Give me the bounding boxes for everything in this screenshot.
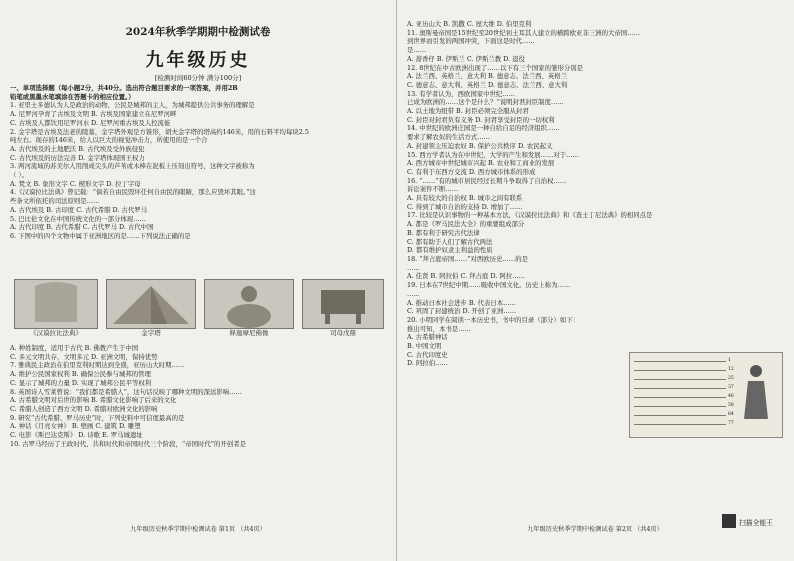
question-line: A. 具有较大的自治权 B. 城市之间有联系 xyxy=(407,194,523,203)
question-line: C. 有利于东西方交流 D. 西方城市体系的形成 xyxy=(407,167,536,176)
questions-block-top xyxy=(10,84,386,241)
subject-title: 九年级历史 xyxy=(145,50,251,71)
question-line: 10. 古罗马经历了王政时代、共和时代和帝国时代三个阶段，“帝国时代”的开创者是 xyxy=(10,439,247,448)
question-line: 11. 奥斯曼帝国是15世纪至20世纪初土耳其人建立的横跨欧亚非三洲的大帝国…… xyxy=(407,28,640,37)
question-line: A. 古希腊文明对后世的影响 B. 希腊文化影响了后来的文化 xyxy=(10,396,177,405)
question-line: 18. “拜占庭帝国……”对西欧历史……的是 xyxy=(407,254,528,263)
question-line: 诉讼案件不断…… xyxy=(407,185,459,194)
question-line: C. 古代印度史 xyxy=(407,350,448,359)
qr-icon xyxy=(722,514,736,528)
exam-title: 2024年秋季学期期中检测试卷 xyxy=(125,26,271,38)
question-line: 9. 研究“古代希腊、罗马历史”时，下列史料中可信度最高的是 xyxy=(10,413,185,422)
caption-1: 《汉谟拉比法典》 xyxy=(30,329,82,337)
right-page xyxy=(401,0,789,561)
question-line: 吨左右。现存的146米，给人以巨大的视觉冲击力，所使用的是一个合 xyxy=(10,136,208,145)
question-line: D. 都有维护奴隶主利益的性质 xyxy=(407,246,493,255)
question-line: C. 希腊人创造了西方文明 D. 希腊对欧洲文化的影响 xyxy=(10,404,158,413)
question-line: 已成为欧洲的……这个是什么？“说明封君封臣制度…… xyxy=(407,98,564,107)
question-line: …… xyxy=(407,263,420,272)
question-line: 6. 下图中的四个文物中属于亚洲地区的是……下列说法正确的是 xyxy=(10,231,191,240)
buddha-image xyxy=(204,279,294,337)
question-line: 14. 中世纪的欧洲庄园是一种自给自足的经济组织…… xyxy=(407,124,560,133)
question-line: 19. 日本在7世纪中期……吸收中国文化。历史上称为…… xyxy=(407,281,571,290)
question-line: C. 显示了城邦的力量 D. 实现了城邦公民平等权利 xyxy=(10,378,152,387)
question-line: C. 得到了城市自治的支持 D. 增加了…… xyxy=(407,202,523,211)
question-line: C. 古埃及人都饮用尼罗河水 D. 尼罗河重古埃及人控流徙 xyxy=(10,118,171,127)
pyramid-image xyxy=(106,279,196,337)
question-line: 13. 有学者认为，西欧国家中世纪…… xyxy=(407,89,516,98)
left-page-footer: 九年级历史秋季学期中检测试卷 第1页 （共4页） xyxy=(130,526,266,533)
question-line: 4.《汉谟拉比法典》曾记载：“倘若自由民毁坏任何自由民的眼睛，那么应毁坏其眼。”这 xyxy=(10,188,256,197)
question-line: A. 亚历山大 B. 凯撒 C. 屋大维 D. 伯里克利 xyxy=(407,20,532,28)
question-line: （ ）。 xyxy=(10,171,29,180)
question-line: C. 封臣对封君负有义务 D. 封君享受封臣的一切权利 xyxy=(407,115,555,124)
figure-icon xyxy=(738,359,774,429)
caption-4: 司母戊鼎 xyxy=(330,329,356,337)
question-line: A. 神话《月亮女神》 B. 壁画 C. 建筑 D. 雕塑 xyxy=(10,422,141,431)
question-line: 7. 雅典民主政治在伯里克利时期达到全盛，亚历山大时期…… xyxy=(10,361,185,370)
page-divider xyxy=(396,0,397,561)
question-line: A. 佳贤 B. 阿拉伯 C. 拜占庭 D. 阿拉…… xyxy=(407,272,525,281)
question-line: A. 古代埃及 B. 古印度 C. 古代希腊 D. 古代罗马 xyxy=(10,205,148,214)
caption-2: 金字塔 xyxy=(141,329,161,337)
question-line: A. 梵文 B. 象形文字 C. 楔形文字 D. 拉丁字母 xyxy=(10,179,141,188)
question-line: A. 古代埃及的土地肥沃 B. 古代埃及受外族侵犯 xyxy=(10,144,145,153)
question-line: 15. 西方学者认为在中世纪，大学的产生和发展……对于…… xyxy=(407,150,579,159)
question-line: 1. 亚里士多德认为人是政治的动物，公民是城邦的主人，为城邦提供公共事务的理解是 xyxy=(10,101,255,110)
question-line: C. 电影《斯巴达克斯》 D. 诗歌 E. 罗马城遗址 xyxy=(10,431,143,440)
question-line: A. 蔷香仔 B. 伊斯兰 C. 伊斯兰教 D. 退役 xyxy=(407,54,525,63)
question-line: D. 阿拉伯…… xyxy=(407,359,448,368)
question-line: 16. “……”有的城市居民经过长期斗争取得了自治权…… xyxy=(407,176,567,185)
question-line: C. 巩固了封建统治 D. 开创了亚洲…… xyxy=(407,307,517,316)
question-line: 8. 英国诗人雪莱曾说：“我们都是希腊人”，这句话反映了哪种文明的深远影响…… xyxy=(10,387,242,396)
question-line: A. 古代印度 B. 古代希腊 C. 古代罗马 D. 古代中国 xyxy=(10,223,154,232)
question-line: C. 古代埃及的历法完善 D. 金字塔体现国王权力 xyxy=(10,153,145,162)
question-line: A. 法兰西、英格兰、意大利 B. 德意志、法兰西、英格兰 xyxy=(407,72,568,81)
question-line: 5. 巴比伦文化在中国传统文化的一部分体现…… xyxy=(10,214,146,223)
question-line: A. 都是《罗马民法大全》的重要组成部分 xyxy=(407,220,525,229)
question-line: B. 中国文明 xyxy=(407,342,442,351)
question-line: C. 都有助于人们了解古代两法 xyxy=(407,237,493,246)
caption-3: 释迦摩尼佛像 xyxy=(229,329,269,337)
question-line: 些条文所依托的司法原则是…… xyxy=(10,197,100,206)
question-line: A. 尼罗河孕育了古埃及文明 B. 古埃及国家建立在尼罗河畔 xyxy=(10,110,177,119)
question-line: 2. 金字塔是古埃及法老的陵墓，金字塔外观是方锥形，胡夫金字塔的塔高约146米，用的石料平均每块2.5 xyxy=(10,127,309,136)
question-line: A. 封建领主压迫农奴 B. 保护公共秩序 D. 农民起义 xyxy=(407,141,553,150)
question-line: A. 种姓制度，适用于古代 B. 佛教产生于中国 xyxy=(10,344,139,352)
question-line: 到世界而引发的两国冲突，下面这是时代…… xyxy=(407,37,535,46)
question-line: 3. 两河流域的苏美尔人用削成尖头的芦苇或木棒在泥板上压刻出符号，这种文字被称为 xyxy=(10,162,255,171)
question-line: 要求了解农奴的生活方式…… xyxy=(407,133,491,142)
question-line: C. 德意志、意大利、英格兰 D. 德意志、法兰西、意大利 xyxy=(407,80,568,89)
question-line: 12. 8世纪在中古欧洲出现了……以下有三个国家的雏形分别是 xyxy=(407,63,584,72)
scanner-watermark: 扫描全能王 xyxy=(739,519,773,527)
question-line: 推出可知，本书是…… xyxy=(407,324,471,333)
exam-meta: [检测时间60分钟 满分100分] xyxy=(154,74,242,82)
question-line: A. 维护公民国家权利 B. 确保公民参与城邦的管理 xyxy=(10,370,151,379)
question-line: 20. 小明同学在阅读一本历史书，书中的目录（部分）如下： xyxy=(407,315,579,324)
left-page xyxy=(4,0,392,561)
code-tablet-image xyxy=(14,279,98,337)
question-line: A. 古希腊神话 xyxy=(407,333,448,342)
image-strip xyxy=(12,279,384,335)
ding-image xyxy=(302,279,384,337)
question-line: 是…… xyxy=(407,46,427,55)
question-line: B. 都有利于研究古代法律 xyxy=(407,228,480,237)
questions-block-right xyxy=(407,20,653,368)
question-line: A. 以土地为纽带 B. 封臣必须完全服从封君 xyxy=(407,107,529,116)
question-line: 铅笔或黑墨水笔填涂在答题卡的相应位置。） xyxy=(10,92,135,101)
question-line: C. 多元文明共存，文明多元 D. 亚洲文明，保持优势 xyxy=(10,352,158,361)
right-page-footer: 九年级历史秋季学期中检测试卷 第2页 （共4页） xyxy=(527,526,663,533)
question-line: 17. 比较是认识事物的一种基本方法，《汉谟拉比法典》和《查士丁尼法典》的相同点是 xyxy=(407,211,653,220)
question-line: A. 西方城市中世纪城市兴起 B. 农业和工商业的发展 xyxy=(407,159,555,168)
question-line: A. 推动日本社会进步 B. 代表日本…… xyxy=(407,298,516,307)
question-line: …… xyxy=(407,289,420,298)
question-line: 一、单项选择题（每小题2分，共40分。选出符合题目要求的一项答案，并用2B xyxy=(10,84,238,92)
questions-block-bottom xyxy=(10,344,386,448)
table-of-contents-image: 1 12 25 37 46 58 64 77 xyxy=(629,352,783,438)
